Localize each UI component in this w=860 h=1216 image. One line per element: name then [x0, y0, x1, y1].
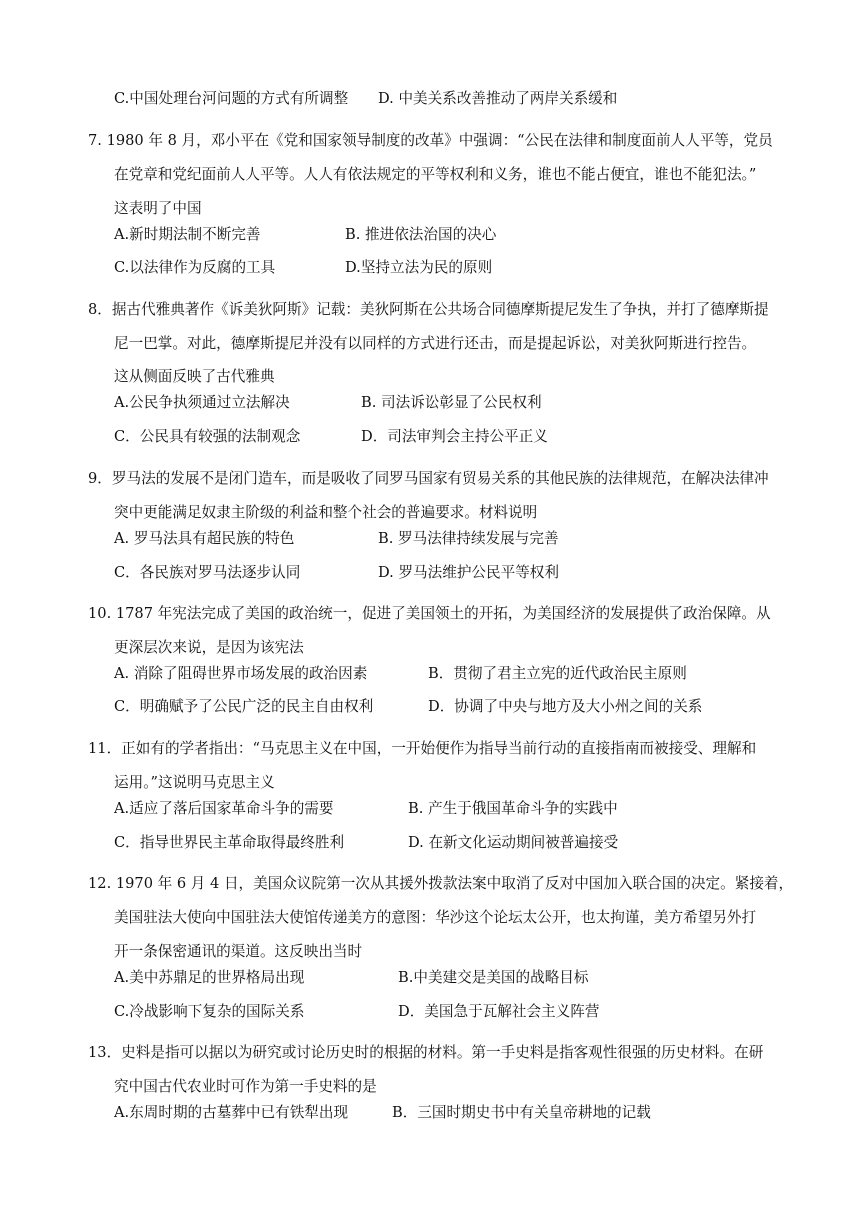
option-a: A. 罗马法具有超民族的特色 [114, 530, 295, 547]
question-text: 9．罗马法的发展不是闭门造车，而是吸收了同罗马国家有贸易关系的其他民族的法律规范，在解决法律冲 [88, 470, 769, 487]
option-a: A.新时期法制不断完善 [114, 226, 261, 243]
option-b: B. 推进依法治国的决心 [345, 226, 497, 243]
option-d: D. 在新文化运动期间被普遍接受 [408, 834, 619, 851]
option-b: B．贯彻了君主立宪的近代政治民主原则 [428, 665, 687, 682]
question-text: 8．据古代雅典著作《诉美狄阿斯》记载：美狄阿斯在公共场合同德摩斯提尼发生了争执，并打了德摩斯提 [88, 301, 769, 318]
q6-option-c: C.中国处理台河问题的方式有所调整 [114, 90, 349, 107]
option-c: C．各民族对罗马法逐步认同 [114, 564, 301, 581]
option-d: D．美国急于瓦解社会主义阵营 [398, 1003, 600, 1020]
option-c: C．明确赋予了公民广泛的民主自由权利 [114, 698, 374, 715]
question-text: 13．史料是指可以据以为研究或讨论历史时的根据的材料。第一手史料是指客观性很强的历史材料。在研 [88, 1044, 764, 1061]
option-d: D. 罗马法维护公民平等权利 [378, 564, 559, 581]
question-text: 7. 1980 年 8 月，邓小平在《党和国家领导制度的改革》中强调：“公民在法律和制度面前人人平等，党员 [88, 132, 773, 149]
question-text: 在党章和党纪面前人人平等。人人有依法规定的平等权利和义务，谁也不能占便宜，谁也不能犯法。” [114, 166, 757, 183]
option-b: B．三国时期史书中有关皇帝耕地的记载 [392, 1104, 651, 1121]
option-d: D．协调了中央与地方及大小州之间的关系 [428, 698, 703, 715]
option-c: C．指导世界民主革命取得最终胜利 [114, 834, 345, 851]
question-text: 11．正如有的学者指出：“马克思主义在中国，一开始便作为指导当前行动的直接指南而被接受、理解和 [88, 740, 757, 757]
option-a: A.公民争执须通过立法解决 [114, 394, 290, 411]
option-a: A.适应了落后国家革命斗争的需要 [114, 800, 334, 817]
question-text: 12. 1970 年 6 月 4 日，美国众议院第一次从其援外拨款法案中取消了反对中国加入联合国的决定。紧接着， [88, 875, 794, 892]
question-text: 美国驻法大使向中国驻法大使馆传递美方的意图：华沙这个论坛太公开，也太拘谨，美方希望另外打 [114, 909, 757, 926]
question-text: 运用。”这说明马克思主义 [114, 774, 275, 791]
question-text: 这表明了中国 [114, 200, 202, 217]
option-d: D．司法审判会主持公平正义 [361, 428, 548, 445]
option-c: C.以法律作为反腐的工具 [114, 259, 276, 276]
option-b: B. 产生于俄国革命斗争的实践中 [408, 800, 618, 817]
question-text: 更深层次来说，是因为该宪法 [114, 639, 304, 656]
option-c: C．公民具有较强的法制观念 [114, 428, 301, 445]
option-d: D.坚持立法为民的原则 [345, 259, 493, 276]
option-a: A.美中苏鼎足的世界格局出现 [114, 969, 305, 986]
option-a: A.东周时期的古墓葬中已有铁犁出现 [114, 1104, 349, 1121]
question-text: 究中国古代农业时可作为第一手史料的是 [114, 1078, 377, 1095]
option-b: B.中美建交是美国的战略目标 [398, 969, 589, 986]
option-c: C.冷战影响下复杂的国际关系 [114, 1003, 305, 1020]
option-b: B. 罗马法律持续发展与完善 [378, 530, 559, 547]
question-text: 开一条保密通讯的渠道。这反映出当时 [114, 943, 363, 960]
option-b: B. 司法诉讼彰显了公民权利 [361, 394, 542, 411]
q6-option-d: D. 中美关系改善推动了两岸关系缓和 [378, 90, 618, 107]
question-text: 尼一巴掌。对此，德摩斯提尼并没有以同样的方式进行还击，而是提起诉讼，对美狄阿斯进行控告。 [114, 335, 757, 352]
question-text: 10. 1787 年宪法完成了美国的政治统一，促进了美国领土的开拓，为美国经济的发展提供了政治保障。从 [88, 605, 771, 622]
question-text: 突中更能满足奴隶主阶级的利益和整个社会的普遍要求。材料说明 [114, 504, 538, 521]
option-a: A. 消除了阻碍世界市场发展的政治因素 [114, 665, 368, 682]
question-text: 这从侧面反映了古代雅典 [114, 368, 275, 385]
